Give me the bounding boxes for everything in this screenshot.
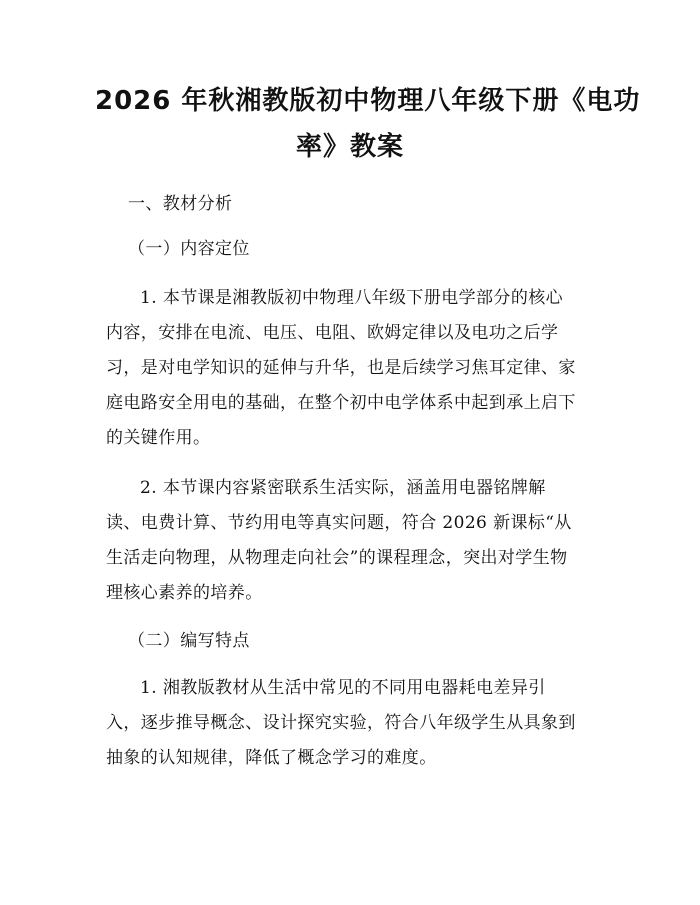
paragraph-line: 的关键作用。 [106, 428, 211, 448]
paragraph-line: 生活走向物理，从物理走向社会”的课程理念，突出对学生物 [106, 548, 568, 568]
paragraph-line: 入，逐步推导概念、设计探究实验，符合八年级学生从具象到 [106, 713, 576, 733]
paragraph-line: 1. 湘教版教材从生活中常见的不同用电器耗电差异引 [140, 678, 546, 698]
paragraph-line: 1. 本节课是湘教版初中物理八年级下册电学部分的核心 [140, 288, 564, 308]
subsection-heading: （二）编写特点 [128, 631, 250, 651]
section-heading: 一、教材分析 [128, 194, 233, 214]
paragraph-line: 抽象的认知规律，降低了概念学习的难度。 [106, 748, 437, 768]
document-title-line-1: 2026 年秋湘教版初中物理八年级下册《电功 [95, 86, 641, 116]
paragraph-line: 庭电路安全用电的基础，在整个初中电学体系中起到承上启下 [106, 393, 576, 413]
paragraph-line: 读、电费计算、节约用电等真实问题，符合 2026 新课标“从 [106, 513, 572, 533]
paragraph-line: 2. 本节课内容紧密联系生活实际，涵盖用电器铭牌解 [140, 478, 546, 498]
paragraph-line: 内容，安排在电流、电压、电阻、欧姆定律以及电功之后学 [106, 323, 559, 343]
paragraph-line: 理核心素养的培养。 [106, 583, 263, 603]
paragraph-line: 习，是对电学知识的延伸与升华，也是后续学习焦耳定律、家 [106, 358, 576, 378]
document-title-line-2: 率》教案 [295, 132, 404, 162]
subsection-heading: （一）内容定位 [128, 239, 250, 259]
